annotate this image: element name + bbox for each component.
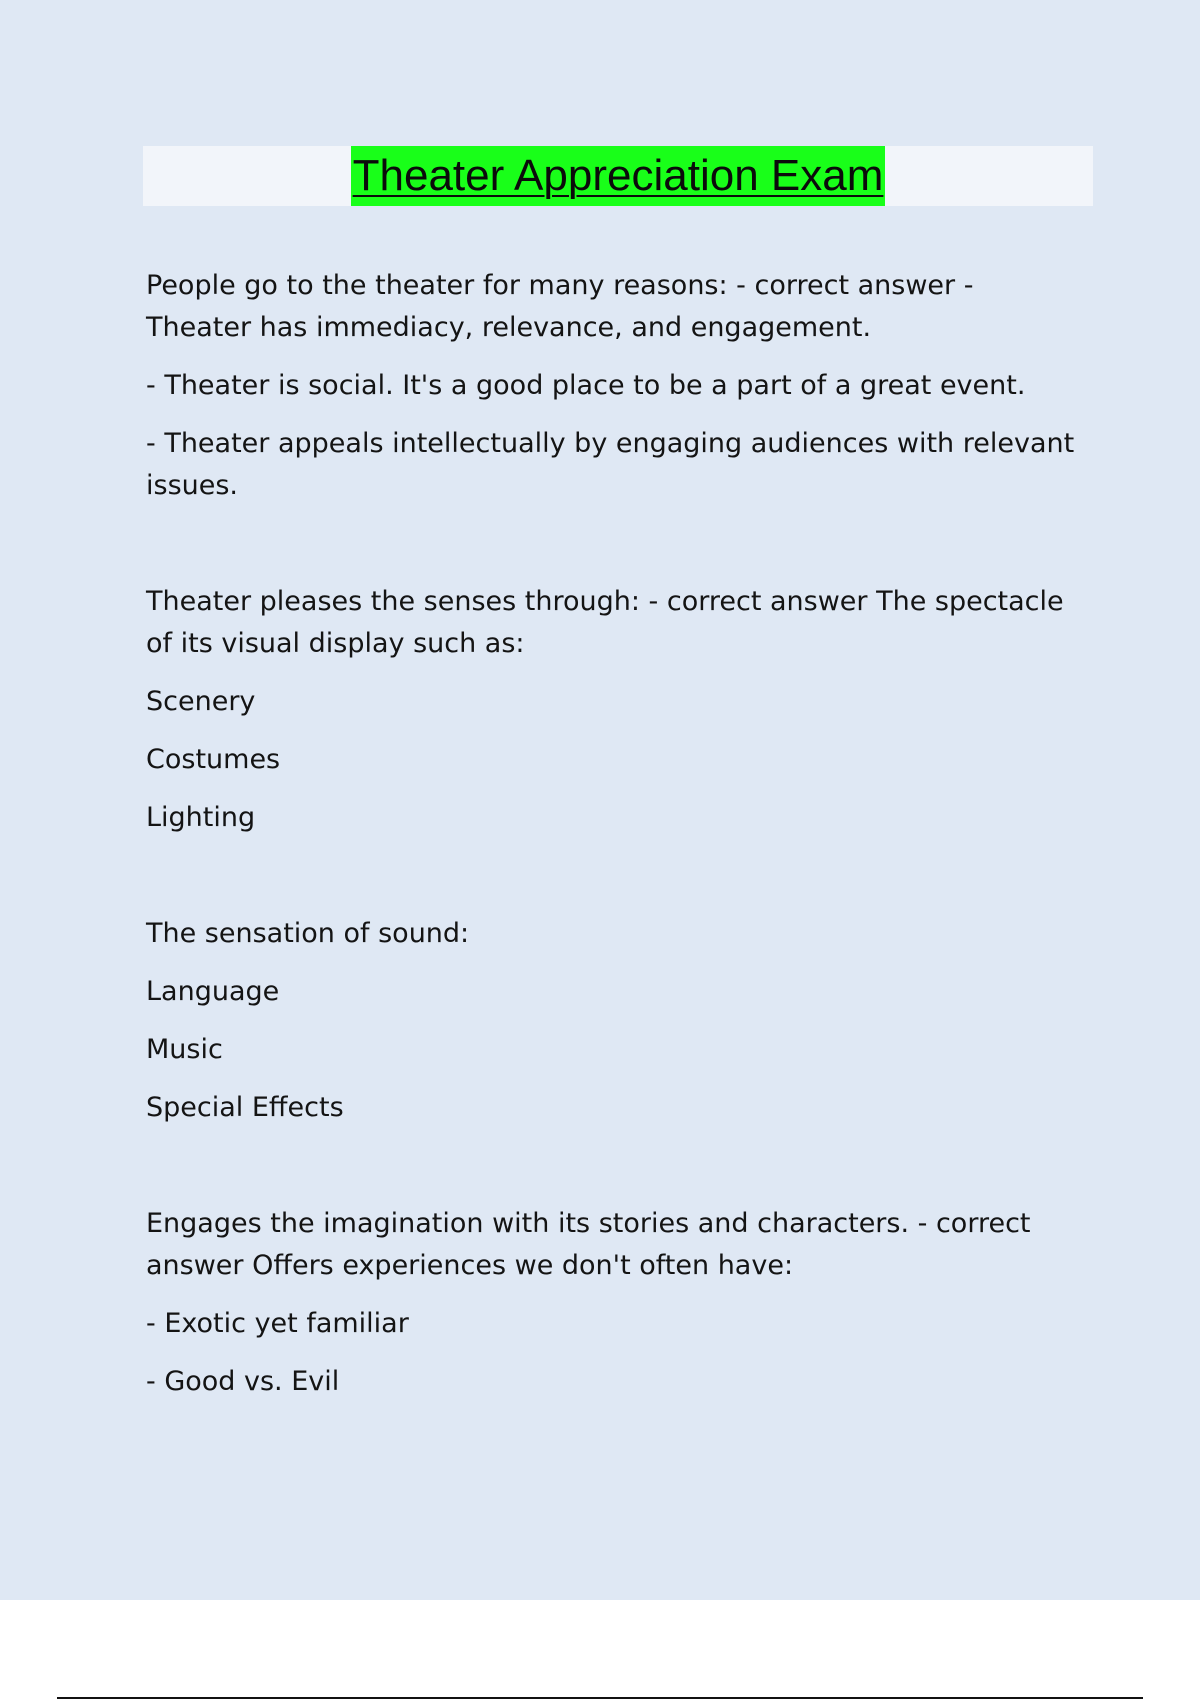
document-body bbox=[146, 265, 1086, 1419]
list-item: Scenery bbox=[146, 686, 256, 717]
section-heading: The sensation of sound: bbox=[146, 918, 470, 949]
answer-line: - Exotic yet familiar bbox=[146, 1308, 409, 1339]
list-item: Language bbox=[146, 976, 280, 1007]
list-item: Music bbox=[146, 1034, 223, 1065]
answer-line: - Good vs. Evil bbox=[146, 1366, 340, 1397]
list-item: Lighting bbox=[146, 802, 256, 833]
question-paragraph: Engages the imagination with its stories and characters. - correct answer Offers experiences we don't often have: bbox=[146, 1208, 1031, 1281]
footer-divider bbox=[57, 1697, 1143, 1699]
title-bar bbox=[143, 146, 1093, 206]
section-spacer bbox=[146, 1145, 1086, 1203]
answer-line: - Theater appeals intellectually by engaging audiences with relevant issues. bbox=[146, 428, 1075, 501]
section-imagination bbox=[146, 1203, 1086, 1403]
list-item: Special Effects bbox=[146, 1092, 344, 1123]
list-item: Costumes bbox=[146, 744, 281, 775]
section-reasons bbox=[146, 265, 1086, 507]
section-spacer bbox=[146, 855, 1086, 913]
page-title: Theater Appreciation Exam bbox=[351, 146, 886, 206]
answer-line: - Theater is social. It's a good place to be a part of a great event. bbox=[146, 370, 1026, 401]
section-sound bbox=[146, 913, 1086, 1129]
section-senses bbox=[146, 581, 1086, 839]
section-spacer bbox=[146, 523, 1086, 581]
question-paragraph: People go to the theater for many reasons: - correct answer - Theater has immediacy, relevance, and engagement. bbox=[146, 270, 974, 343]
question-paragraph: Theater pleases the senses through: - correct answer The spectacle of its visual display such as: bbox=[146, 586, 1064, 659]
